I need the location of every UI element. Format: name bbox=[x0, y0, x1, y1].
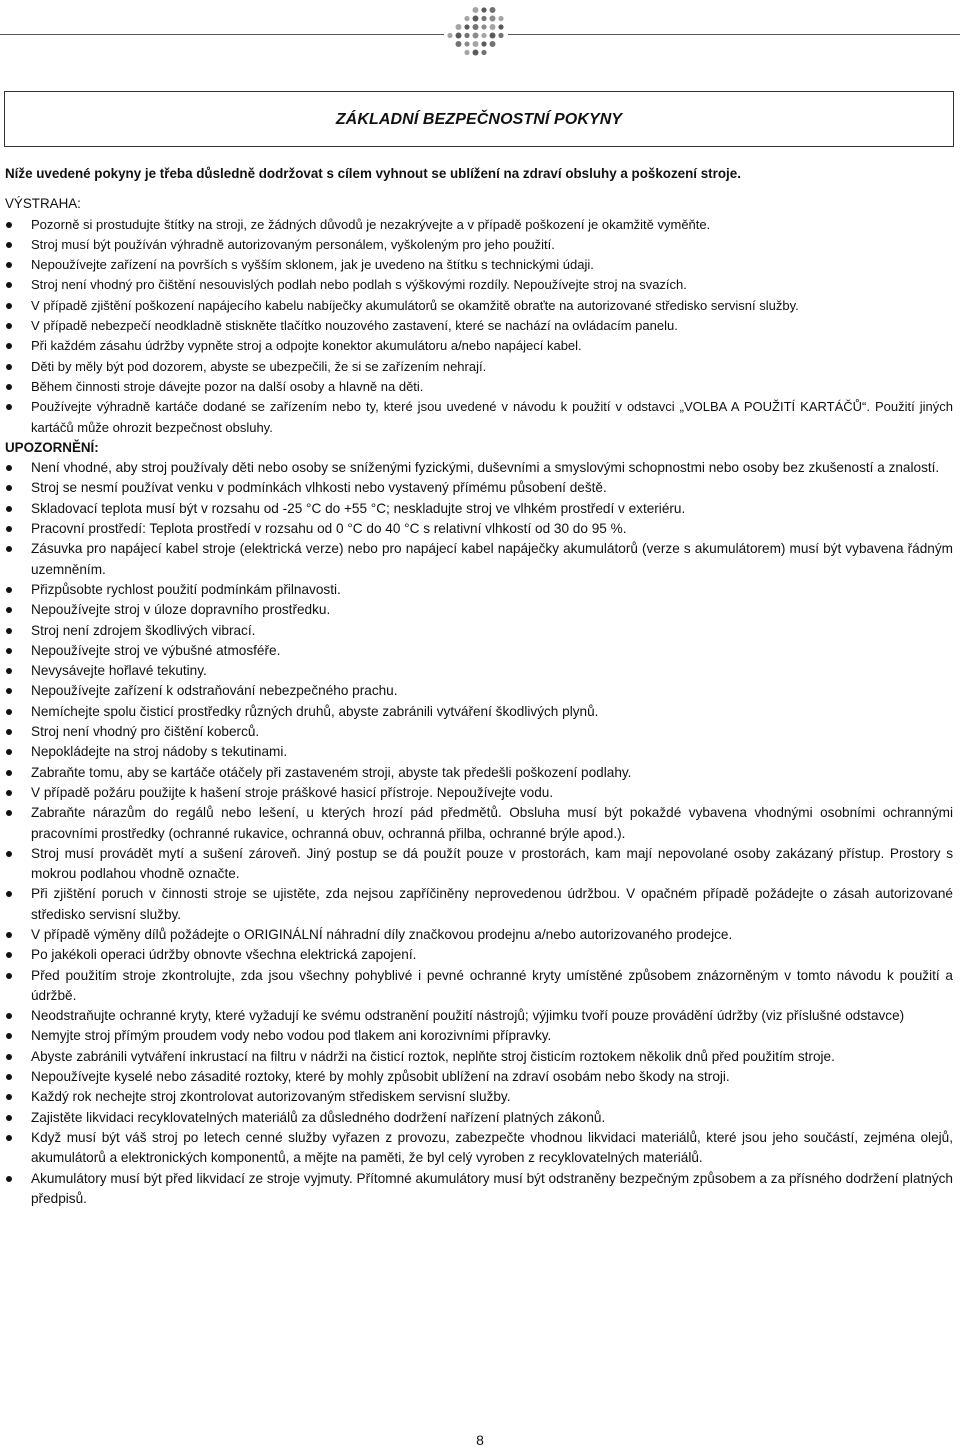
list-item bbox=[5, 722, 953, 742]
list-item bbox=[5, 966, 953, 1007]
list-item bbox=[5, 783, 953, 803]
list-item bbox=[5, 275, 953, 295]
list-item-text: Po jakékoli operaci údržby obnovte všechna elektrická zapojení. bbox=[31, 947, 417, 963]
list-item-text: Pracovní prostředí: Teplota prostředí v rozsahu od 0 °C do 40 °C s relativní vlhkostí od 30 do 95 %. bbox=[31, 521, 627, 537]
bullet-icon bbox=[6, 404, 12, 410]
list-item-text: V případě nebezpečí neodkladně stiskněte tlačítko nouzového zastavení, které se nachází na ovládacím panelu. bbox=[31, 318, 678, 334]
bullet-icon bbox=[6, 1013, 12, 1019]
list-item bbox=[5, 357, 953, 377]
list-item bbox=[5, 499, 953, 519]
bullet-icon bbox=[6, 1176, 12, 1182]
list-item bbox=[5, 925, 953, 945]
list-item-text: Při zjištění poruch v činnosti stroje se ujistěte, zda nejsou zapříčiněny neprovedenou údržbou. V opačném případě požádejte o zásah autorizované středisko servisní služby. bbox=[31, 886, 953, 922]
list-item bbox=[5, 763, 953, 783]
list-item-text: Pozorně si prostudujte štítky na stroji, ze žádných důvodů je nezakrývejte a v případě poškození je okamžitě vyměňte. bbox=[31, 216, 711, 232]
list-item bbox=[5, 945, 953, 965]
list-item-text: Abyste zabránili vytváření inkrustací na filtru v nádrži na čisticí roztok, neplňte stroj čisticím roztokem několik dnů před použitím stroje. bbox=[31, 1048, 835, 1064]
list-item-text: Přizpůsobte rychlost použití podmínkám přilnavosti. bbox=[31, 581, 341, 597]
list-item bbox=[5, 661, 953, 681]
list-item-text: Stroj není zdrojem škodlivých vibrací. bbox=[31, 622, 256, 638]
bullet-icon bbox=[6, 242, 12, 248]
bullet-icon bbox=[6, 810, 12, 816]
dot-grid-logo bbox=[444, 4, 508, 58]
bullet-icon bbox=[6, 1054, 12, 1060]
list-item bbox=[5, 539, 953, 580]
page-title: ZÁKLADNÍ BEZPEČNOSTNÍ POKYNY bbox=[335, 111, 623, 128]
list-item bbox=[5, 336, 953, 356]
list-item bbox=[5, 255, 953, 275]
bullet-icon bbox=[6, 668, 12, 674]
bullet-icon bbox=[6, 973, 12, 979]
caution-list bbox=[5, 458, 953, 1209]
bullet-icon bbox=[6, 526, 12, 532]
list-item-text: Děti by měly být pod dozorem, abyste se ubezpečili, že si se zařízením nehrají. bbox=[31, 358, 487, 374]
bullet-icon bbox=[6, 343, 12, 349]
list-item bbox=[5, 844, 953, 885]
bullet-icon bbox=[6, 546, 12, 552]
bullet-icon bbox=[6, 851, 12, 857]
list-item bbox=[5, 1108, 953, 1128]
list-item bbox=[5, 884, 953, 925]
list-item-text: Nepoužívejte kyselé nebo zásadité roztoky, které by mohly způsobit ublížení na zdraví osobám nebo škody na stroji. bbox=[31, 1069, 730, 1085]
list-item bbox=[5, 397, 953, 438]
list-item-text: V případě výměny dílů požádejte o ORIGINÁLNÍ náhradní díly značkovou prodejnu a/nebo autorizovaného prodejce. bbox=[31, 926, 733, 942]
list-item-text: Nepoužívejte zařízení k odstraňování nebezpečného prachu. bbox=[31, 683, 398, 699]
bullet-icon bbox=[6, 891, 12, 897]
intro-paragraph: Níže uvedené pokyny je třeba důsledně dodržovat s cílem vyhnout se ublížení na zdraví obsluhy a poškození stroje. bbox=[5, 166, 741, 181]
list-item-text: Stroj není vhodný pro čištění koberců. bbox=[31, 724, 260, 740]
bullet-icon bbox=[6, 770, 12, 776]
list-item bbox=[5, 600, 953, 620]
caution-heading: UPOZORNĚNÍ: bbox=[5, 439, 99, 455]
list-item bbox=[5, 681, 953, 701]
bullet-icon bbox=[6, 749, 12, 755]
list-item-text: Zabraňte nárazům do regálů nebo lešení, u kterých hrozí pád předmětů. Obsluha musí být pokaždé vybavena vhodnými osobními ochrannými pracovními prostředky (ochranné rukavice, ochranná obuv, ochranná přilba, ochranné brýle apod.). bbox=[31, 805, 953, 841]
bullet-icon bbox=[6, 222, 12, 228]
bullet-icon bbox=[6, 952, 12, 958]
bullet-icon bbox=[6, 1033, 12, 1039]
list-item-text: Neodstraňujte ochranné kryty, které vyžadují ke svému odstranění použití nástrojů; výjimku tvoří pouze provádění údržby (viz příslušné odstavce) bbox=[31, 1008, 905, 1024]
list-item-text: Stroj se nesmí používat venku v podmínkách vlhkosti nebo vystavený přímému působení deště. bbox=[31, 480, 607, 496]
list-item-text: Nepoužívejte stroj v úloze dopravního prostředku. bbox=[31, 602, 331, 618]
list-item-text: Když musí být váš stroj po letech cenné služby vyřazen z provozu, zabezpečte vhodnou likvidaci materiálů, které jsou jeho součástí, zejména olejů, akumulátorů a elektronických komponentů, a mějte na paměti, že byl celý vyroben z recyklovatelných materiálů. bbox=[31, 1129, 953, 1166]
list-item bbox=[5, 296, 953, 316]
bullet-icon bbox=[6, 607, 12, 613]
list-item bbox=[5, 641, 953, 661]
bullet-icon bbox=[6, 587, 12, 593]
list-item bbox=[5, 803, 953, 844]
list-item bbox=[5, 316, 953, 336]
list-item bbox=[5, 702, 953, 722]
bullet-icon bbox=[6, 303, 12, 309]
list-item bbox=[5, 215, 953, 235]
bullet-icon bbox=[6, 323, 12, 329]
list-item-text: Nevysávejte hořlavé tekutiny. bbox=[31, 663, 207, 679]
bullet-icon bbox=[6, 262, 12, 268]
bullet-icon bbox=[6, 364, 12, 370]
bullet-icon bbox=[6, 648, 12, 654]
bullet-icon bbox=[6, 932, 12, 938]
list-item-text: Zabraňte tomu, aby se kartáče otáčely při zastaveném stroji, abyste tak předešli poškození podlahy. bbox=[31, 764, 632, 780]
list-item-text: Používejte výhradně kartáče dodané se zařízením nebo ty, které jsou uvedené v návodu k použití v odstavci „VOLBA A POUŽITÍ KARTÁČŮ“. Použití jiných kartáčů může ohrozit bezpečnost obsluhy. bbox=[31, 399, 953, 435]
list-item bbox=[5, 458, 953, 478]
list-item-text: Nepoužívejte zařízení na površích s vyšším sklonem, jak je uvedeno na štítku s technickými údaji. bbox=[31, 257, 594, 273]
list-item-text: Nemíchejte spolu čisticí prostředky různých druhů, abyste zabránili vytváření škodlivých plynů. bbox=[31, 703, 599, 719]
bullet-icon bbox=[6, 790, 12, 796]
bullet-icon bbox=[6, 1135, 12, 1141]
list-item-text: Skladovací teplota musí být v rozsahu od -25 °C do +55 °C; neskladujte stroj ve vlhkém prostředí v exteriéru. bbox=[31, 500, 686, 516]
bullet-icon bbox=[6, 282, 12, 288]
list-item-text: Nemyjte stroj přímým proudem vody nebo vodou pod tlakem ani korozivními přípravky. bbox=[31, 1028, 552, 1044]
bullet-icon bbox=[6, 1074, 12, 1080]
bullet-icon bbox=[6, 1094, 12, 1100]
bullet-icon bbox=[6, 628, 12, 634]
list-item bbox=[5, 519, 953, 539]
list-item bbox=[5, 1087, 953, 1107]
bullet-icon bbox=[6, 506, 12, 512]
list-item bbox=[5, 377, 953, 397]
list-item bbox=[5, 1006, 953, 1026]
list-item-text: Akumulátory musí být před likvidací ze stroje vyjmuty. Přítomné akumulátory musí být odstraněny bezpečným způsobem a za přísného dodržení platných předpisů. bbox=[31, 1170, 953, 1206]
list-item-text: Před použitím stroje zkontrolujte, zda jsou všechny pohyblivé i pevné ochranné kryty umístěné způsobem znázorněným v tomto návodu k použití a údržbě. bbox=[31, 967, 953, 1003]
bullet-icon bbox=[6, 688, 12, 694]
title-box bbox=[4, 91, 954, 147]
list-item-text: Stroj musí být používán výhradně autorizovaným personálem, vyškoleným pro jeho použití. bbox=[31, 236, 555, 252]
list-item bbox=[5, 1128, 953, 1169]
list-item-text: Stroj musí provádět mytí a sušení zároveň. Jiný postup se dá použít pouze v prostorách, kam mají nepovolané osoby zakázaný přístup. Prostory s mokrou podlahou vhodně označte. bbox=[31, 845, 953, 882]
bullet-icon bbox=[6, 465, 12, 471]
list-item bbox=[5, 580, 953, 600]
list-item-text: Zajistěte likvidaci recyklovatelných materiálů za důsledného dodržení nařízení platných zákonů. bbox=[31, 1109, 606, 1125]
bullet-icon bbox=[6, 729, 12, 735]
page-number: 8 bbox=[476, 1432, 484, 1448]
list-item-text: Při každém zásahu údržby vypněte stroj a odpojte konektor akumulátoru a/nebo napájecí kabel. bbox=[31, 338, 582, 354]
list-item-text: Stroj není vhodný pro čištění nesouvislých podlah nebo podlah s výškovými rozdíly. Nepoužívejte stroj na svazích. bbox=[31, 277, 687, 293]
warning-heading: VÝSTRAHA: bbox=[5, 196, 81, 212]
list-item-text: Každý rok nechejte stroj zkontrolovat autorizovaným střediskem servisní služby. bbox=[31, 1089, 511, 1105]
list-item-text: V případě požáru použijte k hašení stroje práškové hasicí přístroje. Nepoužívejte vodu. bbox=[31, 784, 554, 800]
bullet-icon bbox=[6, 709, 12, 715]
list-item-text: Během činnosti stroje dávejte pozor na další osoby a hlavně na děti. bbox=[31, 378, 424, 394]
warning-list bbox=[5, 215, 953, 438]
list-item-text: Nepoužívejte stroj ve výbušné atmosféře. bbox=[31, 642, 281, 658]
list-item bbox=[5, 742, 953, 762]
bullet-icon bbox=[6, 384, 12, 390]
list-item bbox=[5, 478, 953, 498]
document-body bbox=[5, 164, 953, 1209]
list-item-text: Není vhodné, aby stroj používaly děti nebo osoby se sníženými fyzickými, duševními a smyslovými schopnostmi nebo osoby bez zkušeností a znalostí. bbox=[31, 460, 940, 476]
list-item bbox=[5, 235, 953, 255]
list-item-text: Nepokládejte na stroj nádoby s tekutinami. bbox=[31, 744, 288, 760]
list-item-text: Zásuvka pro napájecí kabel stroje (elektrická verze) nebo pro napájecí kabel napáječky akumulátorů (verze s akumulátorem) musí být vybavena řádným uzemněním. bbox=[31, 541, 953, 577]
list-item bbox=[5, 1047, 953, 1067]
bullet-icon bbox=[6, 485, 12, 491]
bullet-icon bbox=[6, 1115, 12, 1121]
list-item-text: V případě zjištění poškození napájecího kabelu nabíječky akumulátorů se okamžitě obraťte na autorizované středisko servisní služby. bbox=[31, 297, 799, 313]
list-item bbox=[5, 1169, 953, 1210]
list-item bbox=[5, 1026, 953, 1046]
list-item bbox=[5, 1067, 953, 1087]
list-item bbox=[5, 621, 953, 641]
